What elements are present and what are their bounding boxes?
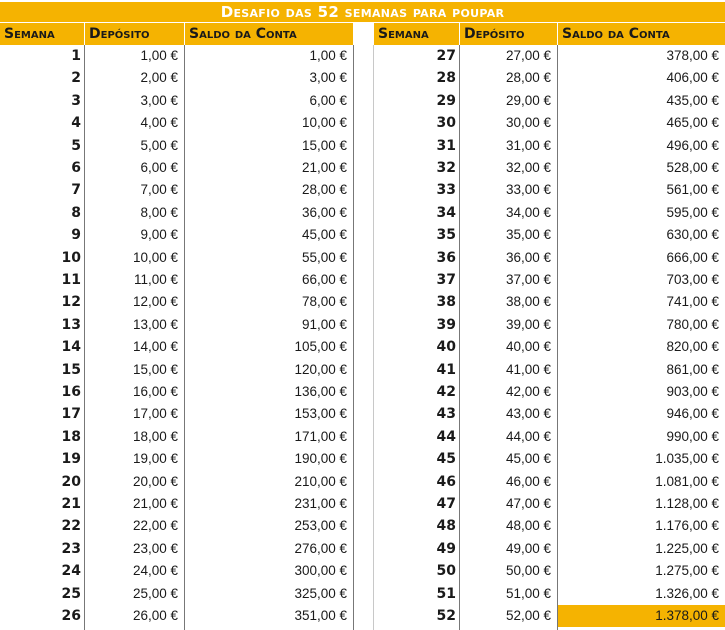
- deposit-value-45[interactable]: 45,00 €: [505, 451, 551, 467]
- header-deposito-right[interactable]: Depósito: [460, 23, 557, 45]
- week-number-38[interactable]: 38: [436, 294, 456, 311]
- week-number-37[interactable]: 37: [436, 272, 456, 288]
- deposit-value-35[interactable]: 35,00 €: [505, 227, 551, 243]
- week-number-46[interactable]: 46: [436, 473, 456, 490]
- deposit-value-29[interactable]: 29,00 €: [505, 92, 551, 108]
- balance-value-44[interactable]: 990,00 €: [666, 428, 719, 444]
- week-number-17[interactable]: 17: [61, 406, 81, 423]
- balance-value-30[interactable]: 465,00 €: [666, 115, 719, 131]
- deposit-value-20[interactable]: 20,00 €: [132, 473, 178, 489]
- week-number-5[interactable]: 5: [71, 137, 81, 154]
- balance-value-45[interactable]: 1.035,00 €: [655, 451, 719, 467]
- deposit-value-15[interactable]: 15,00 €: [132, 361, 178, 377]
- column-divider: [353, 45, 354, 630]
- week-number-15[interactable]: 15: [61, 361, 81, 378]
- deposit-value-30[interactable]: 30,00 €: [505, 115, 551, 131]
- week-number-51[interactable]: 51: [436, 585, 456, 602]
- deposit-value-21[interactable]: 21,00 €: [132, 496, 178, 511]
- deposit-value-14[interactable]: 14,00 €: [132, 339, 178, 355]
- balance-value-1[interactable]: 1,00 €: [309, 48, 347, 63]
- header-saldo-left[interactable]: Saldo da Conta: [185, 23, 353, 45]
- week-number-11[interactable]: 11: [61, 272, 81, 288]
- deposit-value-23[interactable]: 23,00 €: [132, 540, 178, 556]
- week-number-14[interactable]: 14: [61, 339, 81, 356]
- balance-value-47[interactable]: 1.128,00 €: [655, 496, 719, 511]
- week-number-20[interactable]: 20: [61, 473, 81, 490]
- deposit-value-27[interactable]: 27,00 €: [505, 48, 551, 63]
- balance-value-41[interactable]: 861,00 €: [666, 361, 719, 377]
- deposit-value-12[interactable]: 12,00 €: [132, 294, 178, 310]
- balance-value-22[interactable]: 253,00 €: [294, 518, 347, 534]
- week-number-8[interactable]: 8: [71, 204, 81, 221]
- week-number-19[interactable]: 19: [61, 451, 81, 468]
- balance-value-3[interactable]: 6,00 €: [309, 92, 347, 108]
- deposit-value-4[interactable]: 4,00 €: [140, 115, 178, 131]
- balance-value-17[interactable]: 153,00 €: [294, 406, 347, 422]
- header-gap: [353, 23, 374, 45]
- deposit-value-32[interactable]: 32,00 €: [505, 160, 551, 175]
- deposit-value-44[interactable]: 44,00 €: [505, 428, 551, 444]
- balance-value-9[interactable]: 45,00 €: [301, 227, 347, 243]
- week-number-52[interactable]: 52: [436, 608, 456, 624]
- week-number-24[interactable]: 24: [61, 563, 81, 580]
- balance-value-7[interactable]: 28,00 €: [301, 182, 347, 198]
- week-number-41[interactable]: 41: [436, 361, 456, 378]
- deposit-value-10[interactable]: 10,00 €: [132, 249, 178, 265]
- deposit-value-16[interactable]: 16,00 €: [132, 384, 178, 399]
- sheet-title: Desafio das 52 semanas para poupar: [0, 2, 725, 22]
- balance-value-35[interactable]: 630,00 €: [666, 227, 719, 243]
- balance-value-10[interactable]: 55,00 €: [301, 249, 347, 265]
- week-number-50[interactable]: 50: [436, 563, 456, 580]
- balance-value-19[interactable]: 190,00 €: [294, 451, 347, 467]
- deposit-value-8[interactable]: 8,00 €: [140, 204, 178, 220]
- deposit-value-40[interactable]: 40,00 €: [505, 339, 551, 355]
- deposit-value-50[interactable]: 50,00 €: [505, 563, 551, 579]
- column-divider: [184, 45, 185, 630]
- week-number-23[interactable]: 23: [61, 540, 81, 557]
- balance-value-39[interactable]: 780,00 €: [666, 316, 719, 332]
- balance-value-36[interactable]: 666,00 €: [666, 249, 719, 265]
- balance-value-43[interactable]: 946,00 €: [666, 406, 719, 422]
- deposit-value-24[interactable]: 24,00 €: [132, 563, 178, 579]
- balance-value-49[interactable]: 1.225,00 €: [655, 540, 719, 556]
- deposit-value-5[interactable]: 5,00 €: [140, 137, 178, 153]
- week-number-47[interactable]: 47: [436, 496, 456, 512]
- balance-value-4[interactable]: 10,00 €: [301, 115, 347, 131]
- deposit-value-13[interactable]: 13,00 €: [132, 316, 178, 332]
- column-divider: [84, 45, 85, 630]
- week-number-48[interactable]: 48: [436, 518, 456, 535]
- deposit-value-18[interactable]: 18,00 €: [132, 428, 178, 444]
- header-semana-right[interactable]: Semana: [374, 23, 459, 45]
- column-divider: [557, 45, 558, 630]
- week-number-32[interactable]: 32: [436, 160, 456, 176]
- deposit-value-3[interactable]: 3,00 €: [140, 92, 178, 108]
- week-number-28[interactable]: 28: [436, 70, 456, 87]
- balance-value-31[interactable]: 496,00 €: [666, 137, 719, 153]
- balance-value-20[interactable]: 210,00 €: [294, 473, 347, 489]
- balance-value-40[interactable]: 820,00 €: [666, 339, 719, 355]
- balance-value-8[interactable]: 36,00 €: [301, 204, 347, 220]
- week-number-45[interactable]: 45: [436, 451, 456, 468]
- deposit-value-47[interactable]: 47,00 €: [505, 496, 551, 511]
- deposit-value-49[interactable]: 49,00 €: [505, 540, 551, 556]
- week-number-13[interactable]: 13: [61, 316, 81, 333]
- header-deposito-left[interactable]: Depósito: [85, 23, 184, 45]
- week-number-30[interactable]: 30: [436, 115, 456, 132]
- balance-value-34[interactable]: 595,00 €: [666, 204, 719, 220]
- balance-value-51[interactable]: 1.326,00 €: [655, 585, 719, 601]
- week-number-7[interactable]: 7: [71, 182, 81, 199]
- deposit-value-7[interactable]: 7,00 €: [140, 182, 178, 198]
- balance-value-25[interactable]: 325,00 €: [294, 585, 347, 601]
- deposit-value-11[interactable]: 11,00 €: [133, 272, 178, 287]
- deposit-value-43[interactable]: 43,00 €: [505, 406, 551, 422]
- header-semana-left[interactable]: Semana: [0, 23, 84, 45]
- balance-value-27[interactable]: 378,00 €: [666, 48, 719, 63]
- balance-value-11[interactable]: 66,00 €: [301, 272, 347, 287]
- balance-value-23[interactable]: 276,00 €: [294, 540, 347, 556]
- deposit-value-42[interactable]: 42,00 €: [505, 384, 551, 399]
- deposit-value-26[interactable]: 26,00 €: [132, 608, 178, 623]
- column-divider: [459, 45, 460, 630]
- week-number-10[interactable]: 10: [61, 249, 81, 266]
- balance-value-48[interactable]: 1.176,00 €: [655, 518, 719, 534]
- deposit-value-25[interactable]: 25,00 €: [132, 585, 178, 601]
- week-number-49[interactable]: 49: [436, 540, 456, 557]
- balance-value-28[interactable]: 406,00 €: [666, 70, 719, 86]
- week-number-18[interactable]: 18: [61, 428, 81, 445]
- deposit-value-17[interactable]: 17,00 €: [132, 406, 178, 422]
- deposit-value-51[interactable]: 51,00 €: [505, 585, 551, 601]
- week-number-40[interactable]: 40: [436, 339, 456, 356]
- balance-value-50[interactable]: 1.275,00 €: [655, 563, 719, 579]
- deposit-value-31[interactable]: 31,00 €: [505, 137, 551, 153]
- balance-value-52[interactable]: 1.378,00 €: [558, 605, 725, 627]
- balance-value-37[interactable]: 703,00 €: [666, 272, 719, 287]
- week-number-36[interactable]: 36: [436, 249, 456, 266]
- deposit-value-2[interactable]: 2,00 €: [140, 70, 178, 86]
- balance-value-42[interactable]: 903,00 €: [666, 384, 719, 399]
- balance-value-33[interactable]: 561,00 €: [666, 182, 719, 198]
- week-number-1[interactable]: 1: [71, 48, 81, 64]
- deposit-value-28[interactable]: 28,00 €: [505, 70, 551, 86]
- balance-value-15[interactable]: 120,00 €: [294, 361, 347, 377]
- week-number-4[interactable]: 4: [71, 115, 81, 132]
- balance-value-2[interactable]: 3,00 €: [309, 70, 347, 86]
- balance-value-29[interactable]: 435,00 €: [666, 92, 719, 108]
- deposit-value-39[interactable]: 39,00 €: [505, 316, 551, 332]
- week-number-2[interactable]: 2: [71, 70, 81, 87]
- week-number-22[interactable]: 22: [61, 518, 81, 535]
- balance-value-32[interactable]: 528,00 €: [666, 160, 719, 175]
- balance-value-12[interactable]: 78,00 €: [301, 294, 347, 310]
- balance-value-6[interactable]: 21,00 €: [301, 160, 347, 175]
- header-saldo-right[interactable]: Saldo da Conta: [558, 23, 725, 45]
- week-number-27[interactable]: 27: [436, 48, 456, 64]
- deposit-value-33[interactable]: 33,00 €: [505, 182, 551, 198]
- week-number-44[interactable]: 44: [436, 428, 456, 445]
- week-number-3[interactable]: 3: [71, 92, 81, 109]
- week-number-35[interactable]: 35: [436, 227, 456, 244]
- deposit-value-1[interactable]: 1,00 €: [140, 48, 178, 63]
- balance-value-5[interactable]: 15,00 €: [301, 137, 347, 153]
- week-number-42[interactable]: 42: [436, 384, 456, 400]
- balance-value-24[interactable]: 300,00 €: [294, 563, 347, 579]
- week-number-9[interactable]: 9: [71, 227, 81, 244]
- week-number-25[interactable]: 25: [61, 585, 81, 602]
- week-number-43[interactable]: 43: [436, 406, 456, 423]
- deposit-value-9[interactable]: 9,00 €: [140, 227, 178, 243]
- deposit-value-22[interactable]: 22,00 €: [132, 518, 178, 534]
- week-number-26[interactable]: 26: [61, 608, 81, 624]
- balance-value-16[interactable]: 136,00 €: [294, 384, 347, 399]
- deposit-value-19[interactable]: 19,00 €: [132, 451, 178, 467]
- week-number-29[interactable]: 29: [436, 92, 456, 109]
- week-number-31[interactable]: 31: [436, 137, 456, 154]
- deposit-value-46[interactable]: 46,00 €: [505, 473, 551, 489]
- balance-value-14[interactable]: 105,00 €: [294, 339, 347, 355]
- deposit-value-36[interactable]: 36,00 €: [505, 249, 551, 265]
- deposit-value-6[interactable]: 6,00 €: [140, 160, 178, 175]
- week-number-39[interactable]: 39: [436, 316, 456, 333]
- deposit-value-52[interactable]: 52,00 €: [505, 608, 551, 623]
- week-number-33[interactable]: 33: [436, 182, 456, 199]
- week-number-12[interactable]: 12: [61, 294, 81, 311]
- balance-value-13[interactable]: 91,00 €: [301, 316, 347, 332]
- gap-divider: [373, 45, 374, 630]
- balance-value-38[interactable]: 741,00 €: [666, 294, 719, 310]
- week-number-6[interactable]: 6: [71, 160, 81, 176]
- week-number-21[interactable]: 21: [61, 496, 81, 512]
- deposit-value-37[interactable]: 37,00 €: [505, 272, 551, 287]
- deposit-value-34[interactable]: 34,00 €: [505, 204, 551, 220]
- balance-value-26[interactable]: 351,00 €: [294, 608, 347, 623]
- balance-value-46[interactable]: 1.081,00 €: [655, 473, 719, 489]
- deposit-value-48[interactable]: 48,00 €: [505, 518, 551, 534]
- week-number-16[interactable]: 16: [61, 384, 81, 400]
- balance-value-18[interactable]: 171,00 €: [294, 428, 347, 444]
- balance-value-21[interactable]: 231,00 €: [294, 496, 347, 511]
- deposit-value-41[interactable]: 41,00 €: [505, 361, 551, 377]
- deposit-value-38[interactable]: 38,00 €: [505, 294, 551, 310]
- week-number-34[interactable]: 34: [436, 204, 456, 221]
